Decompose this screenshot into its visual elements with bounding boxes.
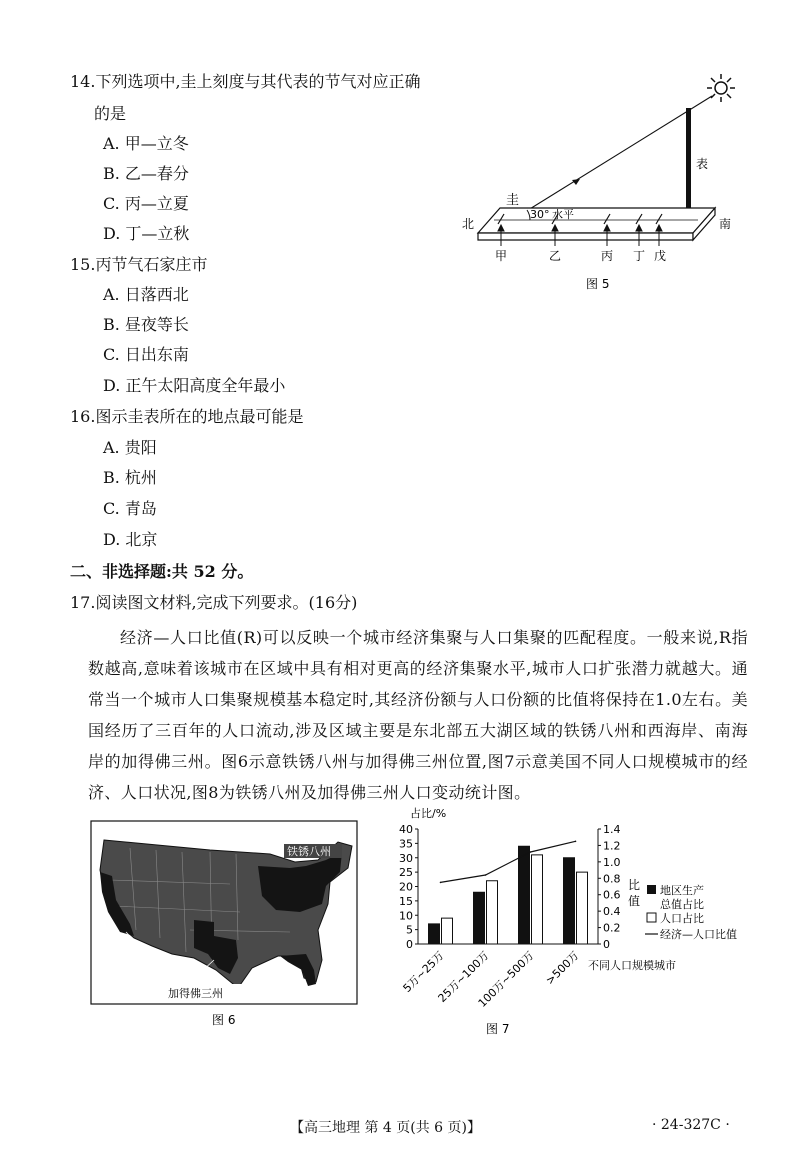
q14-option-c: C. 丙—立夏 [103, 194, 189, 213]
legend-gdp-line2: 总值占比 [660, 898, 704, 911]
q16-option-b: B. 杭州 [103, 468, 157, 487]
angle-label: 30° [530, 208, 550, 221]
bar-population-share [532, 855, 543, 944]
biao-label: 表 [696, 157, 709, 171]
q16-stem: 16.图示圭表所在的地点最可能是 [70, 407, 304, 426]
legend-gdp-swatch [647, 885, 656, 894]
mark-jia: 甲 [495, 249, 508, 263]
figure-6-caption: 图 6 [212, 1013, 236, 1027]
footer-code: · 24-327C · [652, 1117, 730, 1133]
chart-tick-label-left: 30 [399, 851, 413, 865]
chart-tick-label-left: 35 [399, 837, 413, 851]
chart-ylabel-right-1: 比 [628, 878, 641, 892]
ratio-point [440, 882, 442, 884]
chart-tick-label-left: 0 [406, 938, 413, 951]
q14-stem-line1: 14.下列选项中,圭上刻度与其代表的节气对应正确 [70, 72, 421, 91]
chart-ylabel-right-2: 值 [628, 894, 641, 908]
chart-category-label: 5万~25万 [400, 948, 447, 996]
figure-5-caption: 图 5 [586, 277, 610, 291]
south-label: 南 [719, 217, 732, 231]
figure-7-chart [390, 805, 770, 1040]
gnomon-pole [686, 108, 691, 216]
q16-option-d: D. 北京 [103, 530, 158, 549]
sun-icon [707, 74, 735, 102]
q16-option-c: C. 青岛 [103, 499, 157, 518]
chart-xlabel: 不同人口规模城市 [588, 959, 676, 972]
bar-population-share [442, 918, 453, 944]
bar-gdp-share [564, 858, 575, 944]
bar-population-share [577, 872, 588, 944]
legend-ratio: 经济—人口比值 [660, 928, 737, 941]
mark-ding: 丁 [633, 249, 646, 263]
chart-tick-label-right: 1.4 [603, 823, 621, 836]
q15-stem: 15.丙节气石家庄市 [70, 255, 208, 274]
q14-option-a: A. 甲—立冬 [103, 134, 189, 153]
chart-tick-label-right: 1.2 [603, 839, 621, 853]
q15-option-d: D. 正午太阳高度全年最小 [103, 376, 286, 395]
footer-page-info: 【高三地理 第 4 页(共 6 页)】 [290, 1120, 481, 1136]
q17-stem: 17.阅读图文材料,完成下列要求。(16分) [70, 593, 358, 612]
chart-tick-label-right: 0.2 [603, 921, 621, 935]
horizontal-label: 水平 [552, 208, 574, 221]
bar-gdp-share [429, 924, 440, 944]
legend-pop: 人口占比 [660, 912, 704, 925]
chart-tick-label-right: 1.0 [603, 855, 621, 869]
chart-category-label: >500万 [543, 948, 582, 988]
gui-label: 圭 [506, 193, 520, 208]
chart-tick-label-right: 0.8 [603, 872, 621, 886]
legend-pop-swatch [647, 913, 656, 922]
chart-tick-label-left: 15 [399, 894, 413, 908]
chart-tick-label-left: 5 [406, 923, 413, 937]
chart-tick-label-left: 40 [399, 823, 413, 836]
section-heading: 二、非选择题:共 52 分。 [70, 562, 254, 581]
ratio-point [530, 851, 532, 853]
ratio-point [575, 841, 577, 843]
q14-stem-line2: 的是 [94, 104, 127, 123]
q15-option-c: C. 日出东南 [103, 345, 189, 364]
figure-7-caption: 图 7 [486, 1022, 510, 1036]
chart-ylabel-left: 占比/% [410, 807, 447, 820]
q15-option-a: A. 日落西北 [103, 285, 189, 304]
figure-5-gnomon [460, 68, 760, 298]
chart-tick-label-right: 0.4 [603, 905, 621, 919]
gui-board [478, 208, 715, 233]
q14-option-d: D. 丁—立秋 [103, 224, 190, 243]
q16-option-a: A. 贵阳 [103, 438, 157, 457]
chart-category-label: 25万~100万 [435, 948, 492, 1005]
sun-ray [512, 96, 712, 220]
bar-gdp-share [474, 892, 485, 944]
figure-6-us-map [90, 820, 360, 1030]
mark-yi: 乙 [549, 249, 562, 263]
chart-tick-label-right: 0.6 [603, 888, 621, 902]
chart-category-label: 100万~500万 [475, 948, 537, 1010]
bar-gdp-share [519, 846, 530, 944]
mark-wu: 戊 [654, 249, 667, 263]
chart-tick-label-left: 20 [399, 880, 413, 894]
bar-population-share [487, 881, 498, 944]
sun-belt-label: 加得佛三州 [168, 987, 223, 1000]
chart-tick-label-left: 10 [399, 909, 413, 923]
rust-belt-label: 铁锈八州 [287, 845, 331, 858]
line-econ-pop-ratio [441, 841, 576, 882]
q17-paragraph: 经济—人口比值(R)可以反映一个城市经济集聚与人口集聚的匹配程度。一般来说,R指数越高,意味着该城市在区域中具有相对更高的经济集聚水平,城市人口扩张潜力就越大。通常当一个城市人口集聚规模基本稳定时,其经济份额与人口份额的比值将保持在1.0左右。美国经历了三百年的人口流动,涉及区域主要是东北部五大湖区域的铁锈八州和西海岸、南海岸的加得佛三州。图6示意铁锈八州与加得佛三州位置,图7示意美国不同人口规模城市的经济、人口状况,图8为铁锈八州及加得佛三州人口变动统计图。 [88, 628, 748, 802]
mark-bing: 丙 [601, 249, 614, 263]
ratio-point [485, 874, 487, 876]
chart-tick-label-left: 25 [399, 866, 413, 880]
north-label: 北 [462, 217, 475, 231]
q14-option-b: B. 乙—春分 [103, 164, 189, 183]
chart-tick-label-right: 0 [603, 938, 610, 951]
legend-gdp-line1: 地区生产 [660, 884, 704, 897]
q15-option-b: B. 昼夜等长 [103, 315, 189, 334]
